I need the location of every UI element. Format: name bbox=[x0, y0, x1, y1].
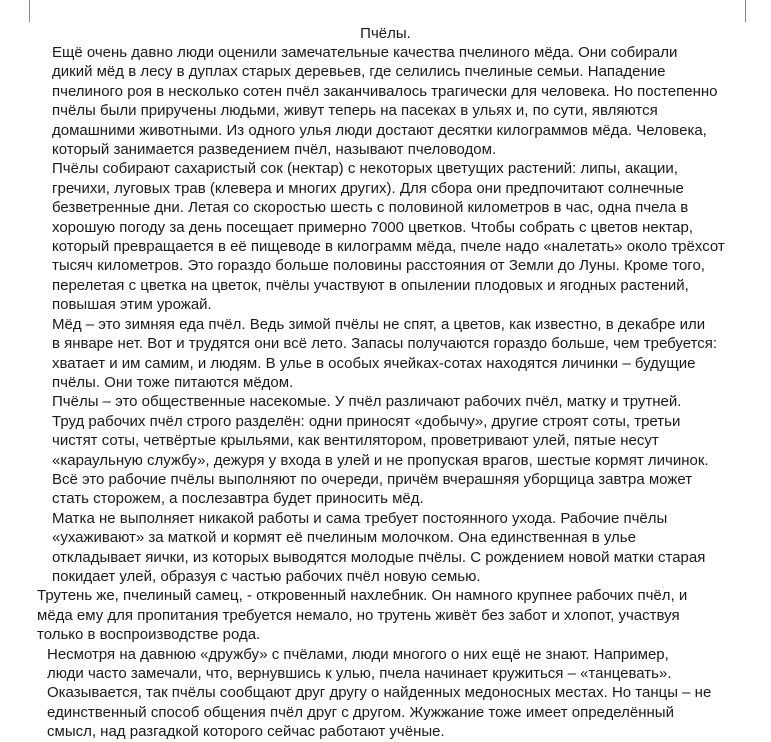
paragraph-communication bbox=[32, 645, 754, 742]
text-line: повышая этим урожай. bbox=[52, 296, 212, 314]
text-line: Всё это рабочие пчёлы выполняют по очереди, причём вчерашняя уборщица завтра может bbox=[52, 470, 693, 488]
text-line: который превращается в её пищеводе в килограмм мёда, пчеле надо «налетать» около трёхсот bbox=[52, 238, 725, 256]
text-line: который занимается разведением пчёл, называют пчеловодом. bbox=[52, 141, 497, 159]
text-line: «ухаживают» за маткой и кормят её пчелиным молочком. Она единственная в улье bbox=[52, 529, 636, 547]
text-line: перелетая с цветка на цветок, пчёлы участвуют в опылении плодовых и ягодных растений, bbox=[52, 276, 689, 294]
text-line: дикий мёд в лесу в дуплах старых деревьев, где селились пчелиные семьи. Нападение bbox=[52, 63, 666, 81]
text-line: люди часто замечали, что, вернувшись к улью, пчела начинает кружиться – «танцевать». bbox=[47, 665, 672, 682]
paragraph-queen bbox=[32, 509, 754, 587]
paragraph-nectar bbox=[32, 159, 754, 314]
document-title: Пчёлы. bbox=[360, 25, 411, 42]
text-line: Несмотря на давнюю «дружбу» с пчёлами, люди многого о них ещё не знают. Например, bbox=[47, 645, 669, 663]
paragraph-social-insects bbox=[32, 392, 754, 508]
text-line: пчёлы. Они тоже питаются мёдом. bbox=[52, 373, 294, 391]
text-line: безветренные дни. Летая со скоростью шесть с половиной километров в час, одна пчела в bbox=[52, 199, 689, 217]
page-corner-mark-left bbox=[29, 0, 30, 22]
text-line: Трутень же, пчелиный самец, - откровенный нахлебник. Он намного крупнее рабочих пчёл, и bbox=[37, 587, 688, 605]
text-line: откладывает яички, из которых выводятся молодые пчёлы. С рождением новой матки старая bbox=[52, 548, 706, 566]
paragraph-drone bbox=[32, 586, 754, 644]
page-corner-mark-right bbox=[745, 0, 746, 22]
text-line: мёда ему для пропитания требуется немало, но трутень живёт без забот и хлопот, участвуя bbox=[37, 606, 680, 624]
paragraph-intro bbox=[32, 43, 754, 159]
text-line: чистят соты, четвёртые крыльями, как вентилятором, проветривают улей, пятые несут bbox=[52, 432, 659, 450]
text-line: в январе нет. Вот и трудятся они всё лето. Запасы получаются гораздо больше, чем требуется: bbox=[52, 335, 718, 353]
text-line: Труд рабочих пчёл строго разделён: одни приносят «добычу», другие строят соты, третьи bbox=[52, 412, 681, 430]
text-line: домашними животными. Из одного улья люди достают десятки килограммов мёда. Человека, bbox=[52, 121, 707, 139]
paragraph-winter-food bbox=[32, 315, 754, 393]
document-body bbox=[32, 43, 754, 742]
text-line: покидает улей, образуя с частью рабочих пчёл новую семью. bbox=[52, 567, 481, 585]
text-line: хватает и им самим, и людям. В улье в особых ячейках-сотах находятся личинки – будущие bbox=[52, 354, 696, 372]
text-line: Пчёлы – это общественные насекомые. У пчёл различают рабочих пчёл, матку и трутней. bbox=[52, 393, 682, 411]
text-line: Оказывается, так пчёлы сообщают друг другу о найденных медоносных местах. Но танцы – не bbox=[47, 684, 712, 702]
text-line: пчёлы были приручены людьми, живут теперь на пасеках в ульях и, по сути, являются bbox=[52, 102, 658, 120]
text-line: стать сторожем, а послезавтра будет приносить мёд. bbox=[52, 490, 424, 508]
text-line: Мёд – это зимняя еда пчёл. Ведь зимой пчёлы не спят, а цветов, как известно, в декабре или bbox=[52, 315, 706, 333]
text-line: тысяч километров. Это гораздо больше половины расстояния от Земли до Луны. Кроме того, bbox=[52, 257, 705, 275]
text-line: гречихи, луговых трав (клевера и многих других). Для сбора они предпочитают солнечные bbox=[52, 179, 684, 197]
text-line: Ещё очень давно люди оценили замечательные качества пчелиного мёда. Они собирали bbox=[52, 44, 678, 61]
text-line: хорошую погоду за день посещает примерно 7000 цветков. Чтобы собрать с цветов нектар, bbox=[52, 218, 694, 236]
text-line: Пчёлы собирают сахаристый сок (нектар) с некоторых цветущих растений: липы, акации, bbox=[52, 160, 678, 178]
text-line: единственный способ общения пчёл друг с другом. Жужжание тоже имеет определённый bbox=[47, 703, 674, 721]
text-line: Матка не выполняет никакой работы и сама требует постоянного ухода. Рабочие пчёлы bbox=[52, 509, 668, 527]
text-line: только в воспроизводстве рода. bbox=[37, 626, 261, 644]
text-line: «караульную службу», дежуря у входа в улей и не пропуская врагов, шестые кормят личинок. bbox=[52, 451, 709, 469]
text-line: пчелиного роя в несколько сотен пчёл заканчивалось трагически для человека. Но постепенно bbox=[52, 82, 718, 100]
text-line: смысл, над разгадкой которого сейчас работают учёные. bbox=[47, 723, 445, 741]
